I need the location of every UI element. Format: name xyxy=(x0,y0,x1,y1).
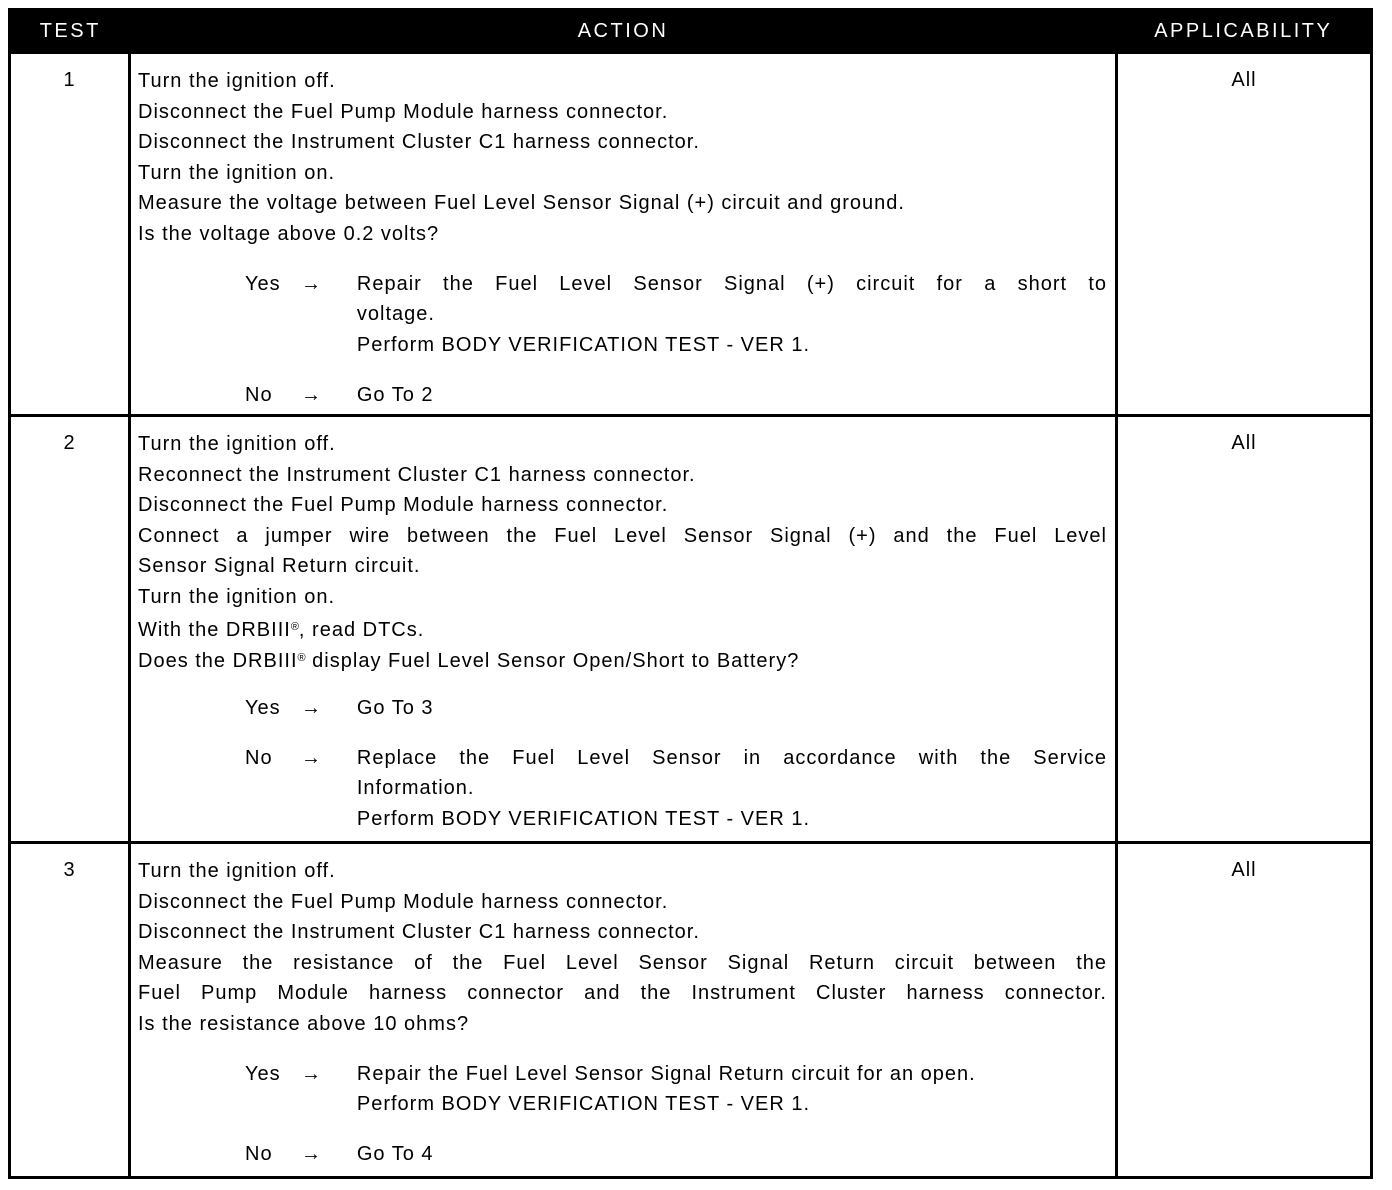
header-applicability: APPLICABILITY xyxy=(1117,10,1372,53)
response-no xyxy=(138,743,1107,835)
response-line: Go To 3 xyxy=(356,696,434,719)
applicability: All xyxy=(1117,843,1372,1178)
action-cell xyxy=(130,416,1117,843)
response-line: Go To 4 xyxy=(356,1143,434,1165)
response-line: Information. xyxy=(356,777,475,799)
action-step: Turn the ignition off. xyxy=(138,70,336,92)
table-row xyxy=(10,53,1372,416)
response-text xyxy=(357,1059,1107,1120)
action-step: Does the DRBIII® display Fuel Level Sensor Open/Short to Battery? xyxy=(138,649,800,672)
action-step: Is the voltage above 0.2 volts? xyxy=(138,222,440,245)
action-step: Turn the ignition on. xyxy=(138,585,336,608)
table-header-row xyxy=(10,10,1372,53)
response-label: Yes xyxy=(245,272,281,295)
applicability: All xyxy=(1117,53,1372,416)
test-number: 1 xyxy=(10,53,130,416)
header-action: ACTION xyxy=(130,10,1117,53)
response-text xyxy=(357,693,1107,724)
action-step: Is the resistance above 10 ohms? xyxy=(138,1012,470,1035)
response-line: Perform BODY VERIFICATION TEST - VER 1. xyxy=(356,333,811,356)
response-text xyxy=(357,380,1107,411)
arrow-icon: → xyxy=(300,746,322,769)
response-no xyxy=(138,1139,1107,1170)
response-text xyxy=(357,743,1107,835)
response-line: Replace the Fuel Level Sensor in accordance with the Service xyxy=(356,746,1107,769)
response-line: Perform BODY VERIFICATION TEST - VER 1. xyxy=(356,1093,811,1115)
arrow-icon: → xyxy=(300,696,322,719)
arrow-icon: → xyxy=(300,1143,322,1165)
action-step: Fuel Pump Module harness connector and the Instrument Cluster harness connector. xyxy=(138,982,1107,1004)
response-line: Repair the Fuel Level Sensor Signal (+) circuit for a short to xyxy=(356,272,1107,295)
action-step: Disconnect the Fuel Pump Module harness connector. xyxy=(138,100,669,123)
action-step: Disconnect the Fuel Pump Module harness connector. xyxy=(138,494,669,516)
response-text xyxy=(357,1139,1107,1170)
response-label: No xyxy=(245,383,273,406)
response-yes xyxy=(138,693,1107,724)
response-label: No xyxy=(245,1143,273,1165)
action-step: Disconnect the Instrument Cluster C1 harness connector. xyxy=(138,131,700,153)
response-line: voltage. xyxy=(356,303,435,325)
action-step: Measure the voltage between Fuel Level Sensor Signal (+) circuit and ground. xyxy=(138,192,905,214)
arrow-icon: → xyxy=(300,272,322,295)
test-number: 3 xyxy=(10,843,130,1178)
test-number: 2 xyxy=(10,416,130,843)
action-step: Turn the ignition off. xyxy=(138,860,336,882)
arrow-icon: → xyxy=(300,383,322,406)
action-step: Disconnect the Instrument Cluster C1 harness connector. xyxy=(138,921,700,943)
response-label: No xyxy=(245,746,273,769)
arrow-icon: → xyxy=(300,1062,322,1085)
action-step: Turn the ignition off. xyxy=(138,433,336,455)
header-test: TEST xyxy=(10,10,130,53)
response-line: Repair the Fuel Level Sensor Signal Return circuit for an open. xyxy=(356,1062,976,1085)
action-step: Connect a jumper wire between the Fuel Level Sensor Signal (+) and the Fuel Level xyxy=(138,524,1107,547)
response-no xyxy=(138,380,1107,411)
table-row xyxy=(10,416,1372,843)
response-label: Yes xyxy=(245,696,281,719)
action-cell xyxy=(130,843,1117,1178)
table-row xyxy=(10,843,1372,1178)
response-text xyxy=(357,269,1107,361)
applicability: All xyxy=(1117,416,1372,843)
action-step: Sensor Signal Return circuit. xyxy=(138,555,421,577)
action-step: With the DRBIII®, read DTCs. xyxy=(138,619,425,641)
action-step: Turn the ignition on. xyxy=(138,161,336,184)
response-line: Perform BODY VERIFICATION TEST - VER 1. xyxy=(356,807,811,830)
response-yes xyxy=(138,269,1107,361)
response-line: Go To 2 xyxy=(356,383,434,406)
response-label: Yes xyxy=(245,1062,281,1085)
action-cell xyxy=(130,53,1117,416)
action-step: Disconnect the Fuel Pump Module harness connector. xyxy=(138,890,669,913)
response-yes xyxy=(138,1059,1107,1120)
action-step: Measure the resistance of the Fuel Level Sensor Signal Return circuit between the xyxy=(138,951,1107,974)
diagnostic-test-table xyxy=(8,8,1373,1179)
action-step: Reconnect the Instrument Cluster C1 harness connector. xyxy=(138,463,696,486)
